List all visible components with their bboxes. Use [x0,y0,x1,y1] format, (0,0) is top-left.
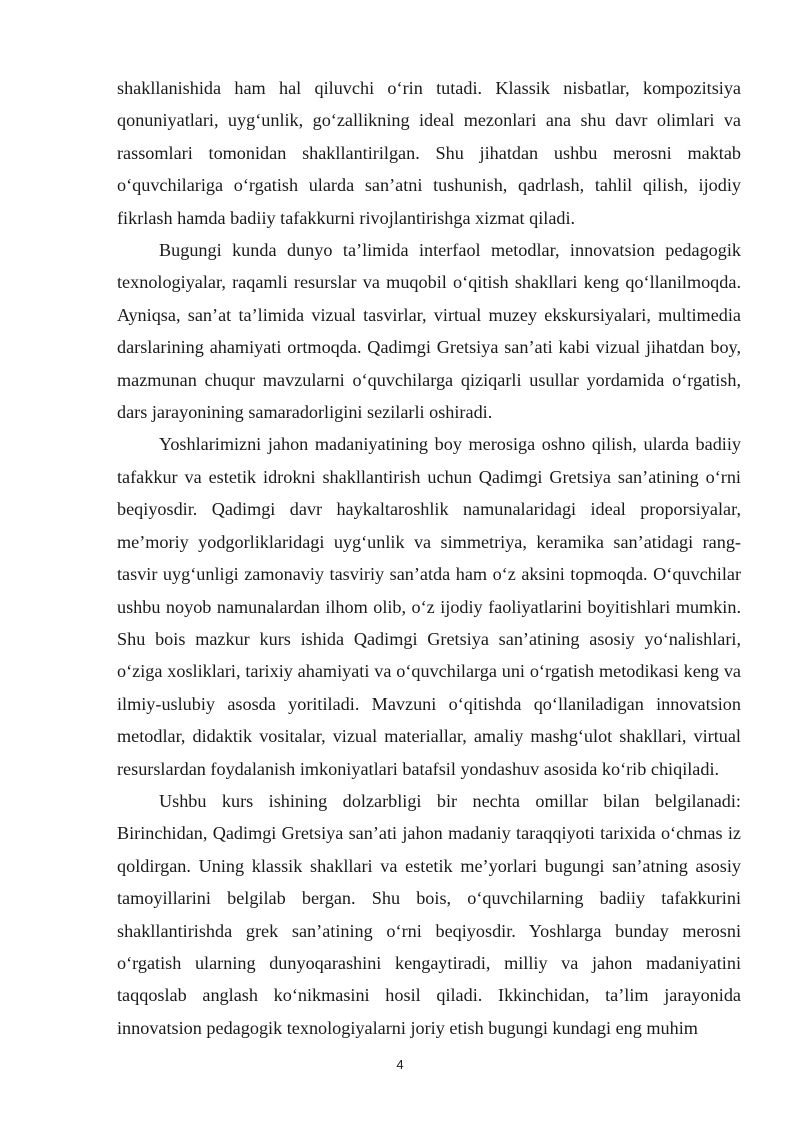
page-number: 4 [396,1057,404,1072]
paragraph-youth-heritage: Yoshlarimizni jahon madaniyatining boy merosiga oshno qilish, ularda badiiy tafakkur va estetik idrokni shakllantirish uchun Qadimgi Gretsiya san’atining o‘rni beqiyosdir. Qadimgi davr haykaltaroshlik namunalaridagi ideal proporsiyalar, me’moriy yodgorliklaridagi uyg‘unlik va simmetriya, keramika san’atidagi rang-tasvir uyg‘unligi zamonaviy tasviriy san’atda ham o‘z aksini topmoqda. O‘quvchilar ushbu noyob namunalardan ilhom olib, o‘z ijodiy faoliyatlarini boyitishlari mumkin. Shu bois mazkur kurs ishida Qadimgi Gretsiya san’atining asosiy yo‘nalishlari, o‘ziga xosliklari, tarixiy ahamiyati va o‘quvchilarga uni o‘rgatish metodikasi keng va ilmiy-uslubiy asosda yoritiladi. Mavzuni o‘qitishda qo‘llaniladigan innovatsion metodlar, didaktik vositalar, vizual materiallar, amaliy mashg‘ulot shakllari, virtual resurslardan foydalanish imkoniyatlari batafsil yondashuv asosida ko‘rib chiqiladi. [117,434,741,779]
paragraph-continuation: shakllanishida ham hal qiluvchi o‘rin tutadi. Klassik nisbatlar, kompozitsiya qonuniyatlari, uyg‘unlik, go‘zallikning ideal mezonlari ana shu davr olimlari va rassomlari tomonidan shakllantirilgan. Shu jihatdan ushbu merosni maktab o‘quvchilariga o‘rgatish ularda san’atni tushunish, qadrlash, tahlil qilish, ijodiy fikrlash hamda badiiy tafakkurni rivojlantirishga xizmat qiladi. [117,78,741,228]
paragraph-modern-education: Bugungi kunda dunyo ta’limida interfaol metodlar, innovatsion pedagogik texnologiyalar, raqamli resurslar va muqobil o‘qitish shakllari keng qo‘llanilmoqda. Ayniqsa, san’at ta’limida vizual tasvirlar, virtual muzey ekskursiyalari, multimedia darslarining ahamiyati ortmoqda. Qadimgi Gretsiya san’ati kabi vizual jihatdan boy, mazmunan chuqur mavzularni o‘quvchilarga qiziqarli usullar yordamida o‘rgatish, dars jarayonining samaradorligini sezilarli oshiradi. [117,240,741,423]
paragraph-relevance: Ushbu kurs ishining dolzarbligi bir nechta omillar bilan belgilanadi: Birinchidan, Qadimgi Gretsiya san’ati jahon madaniy taraqqiyoti tarixida o‘chmas iz qoldirgan. Uning klassik shakllari va estetik me’yorlari bugungi san’atning asosiy tamoyillarini belgilab bergan. Shu bois, o‘quvchilarning badiiy tafakkurini shakllantirishda grek san’atining o‘rni beqiyosdir. Yoshlarga bunday merosni o‘rgatish ularning dunyoqarashini kengaytiradi, milliy va jahon madaniyatini taqqoslab anglash ko‘nikmasini hosil qiladi. Ikkinchidan, ta’lim jarayonida innovatsion pedagogik texnologiyalarni joriy etish bugungi kundagi eng muhim [117,790,741,1038]
body-text [117,72,741,1044]
